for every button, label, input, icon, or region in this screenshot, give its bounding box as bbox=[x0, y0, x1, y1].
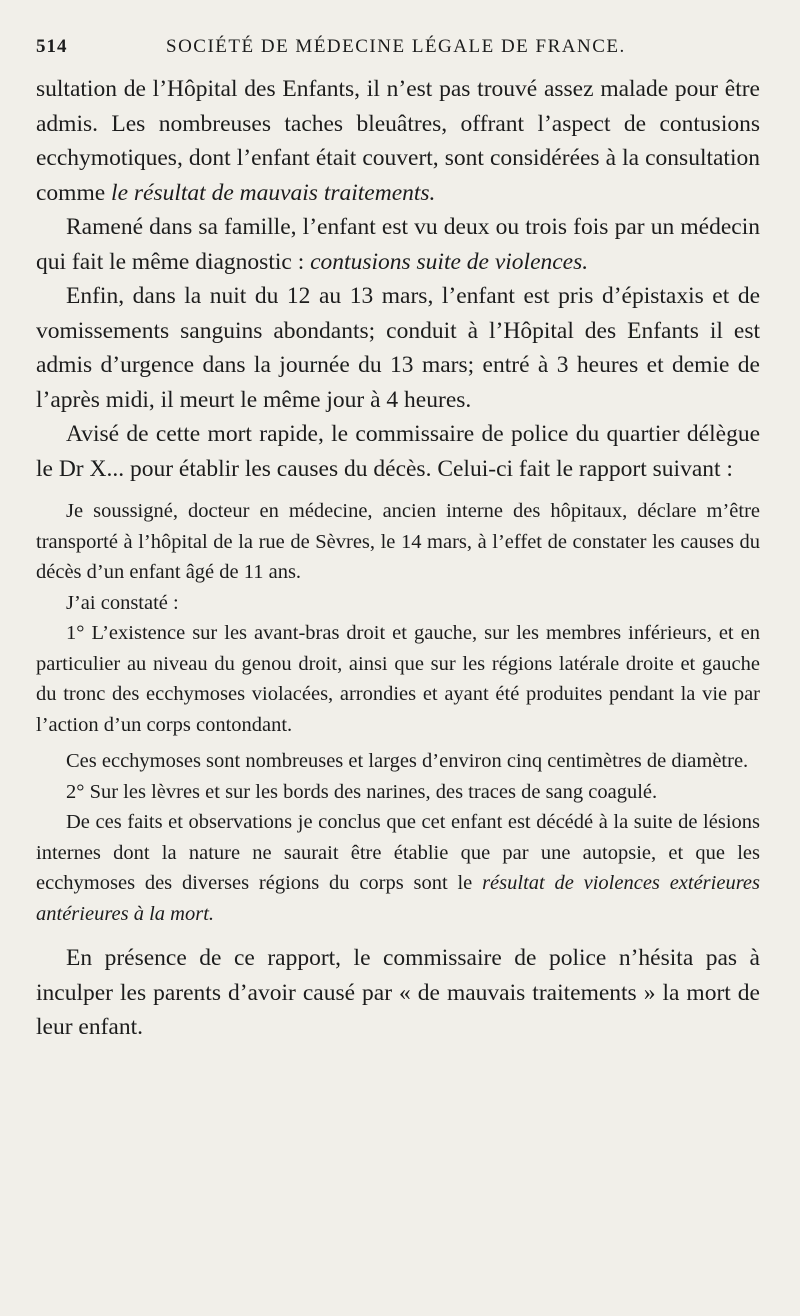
report-paragraph: J’ai constaté : bbox=[66, 591, 179, 614]
paragraph: Avisé de cette mort rapide, le commissaire de police du quartier délègue le Dr X... pour établir les causes du décès. Celui-ci fait le rapport suivant : bbox=[36, 421, 760, 482]
paragraph-text: sultation de l’Hôpital des Enfants, il n’est pas trouvé assez malade pour être admis. Les nombreuses taches bleuâtres, offrant l’aspect de contusions ecchymotiques, dont l’enfant était couvert, sont considérées à la consultation comme bbox=[36, 76, 760, 206]
report-paragraph bbox=[36, 807, 760, 929]
italic-phrase: contusions suite de violences. bbox=[310, 248, 589, 275]
report-paragraph: Ces ecchymoses sont nombreuses et larges d’environ cinq centimètres de diamètre. bbox=[66, 750, 749, 772]
report-paragraph: 2° Sur les lèvres et sur les bords des narines, des traces de sang coagulé. bbox=[66, 780, 658, 803]
paragraph: En présence de ce rapport, le commissaire de police n’hésita pas à inculper les parents d’avoir causé par « de mauvais traitements » la mort de leur enfant. bbox=[36, 945, 760, 1040]
page-header bbox=[36, 36, 764, 70]
paragraph-continued bbox=[36, 72, 760, 210]
italic-phrase: le résultat de mauvais traitements. bbox=[111, 179, 436, 206]
report-paragraph: 1° L’existence sur les avant-bras droit et gauche, sur les membres inférieurs, et en particulier au niveau du genou droit, ainsi que sur les régions latérale droite et gauche du tronc des ecchymoses violacées, arrondies et ayant été produites pendant la vie par l’action d’un corps contondant. bbox=[36, 622, 760, 736]
italic-phrase: résultat de violences extérieures antérieures à la mort. bbox=[36, 872, 761, 925]
report-text: De ces faits et observations je conclus que cet enfant est décédé à la suite de lésions internes dont la nature ne saurait être établie que par une autopsie, et que les ecchymoses des diverses régions du corps sont le bbox=[36, 811, 760, 894]
report-paragraph: Je soussigné, docteur en médecine, ancien interne des hôpitaux, déclare m’être transporté à l’hôpital de la rue de Sèvres, le 14 mars, à l’effet de constater les causes du décès d’un enfant âgé de 11 ans. bbox=[36, 500, 760, 583]
page-body bbox=[36, 72, 760, 1045]
page-number: 514 bbox=[36, 36, 68, 57]
medical-report-quote bbox=[36, 496, 760, 929]
paragraph bbox=[36, 210, 760, 279]
paragraph-text: Ramené dans sa famille, l’enfant est vu deux ou trois fois par un médecin qui fait le même diagnostic : bbox=[36, 214, 760, 275]
paragraph: Enfin, dans la nuit du 12 au 13 mars, l’enfant est pris d’épistaxis et de vomissements sanguins abondants; conduit à l’Hôpital des Enfants il est admis d’urgence dans la journée du 13 mars; entré à 3 heures et demie de l’après midi, il meurt le même jour à 4 heures. bbox=[36, 283, 760, 413]
running-title: SOCIÉTÉ DE MÉDECINE LÉGALE DE FRANCE. bbox=[166, 36, 626, 57]
